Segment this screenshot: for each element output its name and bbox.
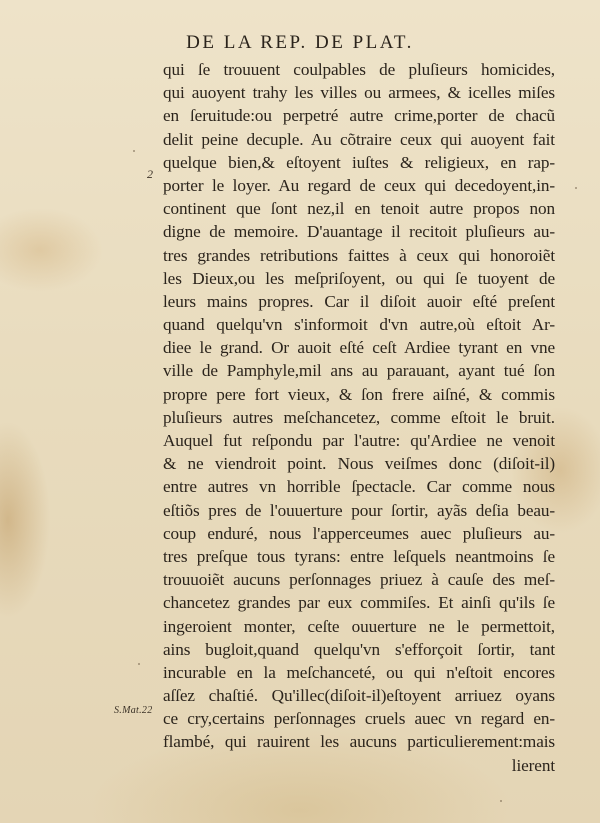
text-line: & ne viendroit point. Nous veiſmes donc (diſoit-il) bbox=[163, 454, 555, 474]
ink-speck bbox=[575, 187, 577, 189]
text-line: quelque bien,& eſtoyent iuſtes & religieux, en rap- bbox=[163, 152, 555, 172]
body-text bbox=[163, 58, 555, 777]
text-line: chancetez grandes par eux commiſes. Et ainſi qu'ils ſe bbox=[163, 593, 555, 613]
text-line: pluſieurs autres meſchancetez, comme eſtoit le bruit. bbox=[163, 407, 555, 427]
text-line: incurable en la meſchanceté, ou qui n'eſtoit encores bbox=[163, 662, 555, 682]
margin-note-number: 2 bbox=[147, 167, 153, 181]
ink-speck bbox=[133, 150, 135, 152]
margin-note-reference: S.Mat.22 bbox=[114, 705, 153, 716]
text-line: digne de memoire. D'auantage il recitoit pluſieurs au- bbox=[163, 222, 555, 242]
text-line: Auquel fut reſpondu par l'autre: qu'Ardiee ne venoit bbox=[163, 431, 555, 450]
text-line: ce cry,certains perſonnages cruels auec vn regard en- bbox=[163, 709, 555, 729]
text-line: delit peine decuple. Au cõtraire ceux qui auoyent fait bbox=[163, 129, 555, 149]
text-line: porter le loyer. Au regard de ceux qui decedoyent,in- bbox=[163, 175, 555, 195]
text-line: flambé, qui rauirent les aucuns particulierement:mais bbox=[163, 732, 555, 752]
text-line: entre autres vn horrible ſpectacle. Car comme nous bbox=[163, 477, 555, 497]
text-line: tres preſque tous tyrans: entre leſquels neantmoins ſe bbox=[163, 546, 555, 566]
text-line: leurs mains propres. Car il diſoit auoir eſté preſent bbox=[163, 291, 555, 311]
text-line: continent que ſont nez,il en tenoit autre propos non bbox=[163, 199, 555, 219]
text-line: qui auoyent trahy les villes ou armees, & icelles miſes bbox=[163, 83, 555, 103]
text-line: les Dieux,ou les meſpriſoyent, ou qui ſe tuoyent de bbox=[163, 268, 555, 288]
text-line: ingeroient monter, ceſte ouuerture ne le permettoit, bbox=[163, 616, 555, 636]
text-line: trouuoiẽt aucuns perſonnages priuez à cauſe des meſ- bbox=[163, 570, 555, 590]
text-line: ville de Pamphyle,mil ans au parauant, ayant tué ſon bbox=[163, 361, 555, 381]
text-line: quand quelqu'vn s'informoit d'vn autre,où eſtoit Ar- bbox=[163, 315, 555, 335]
text-line: en ſeruitude:ou perpetré autre crime,porter de chacũ bbox=[163, 106, 555, 126]
catchword: lierent bbox=[511, 755, 555, 775]
text-line: propre pere fort vieux, & ſon frere aiſné, & commis bbox=[163, 384, 555, 404]
text-line: qui ſe trouuent coulpables de pluſieurs homicides, bbox=[163, 60, 555, 79]
ink-speck bbox=[500, 800, 502, 802]
text-line: coup enduré, nous l'apperceumes auec pluſieurs au- bbox=[163, 523, 555, 543]
text-line: aſſez chaſtié. Qu'illec(diſoit-il)eſtoyent arriuez oyans bbox=[163, 686, 555, 706]
text-line: diee le grand. Or auoit eſté ceſt Ardiee tyrant en vne bbox=[163, 338, 555, 358]
text-line: eſtiõs pres de l'ouuerture pour ſortir, ayãs deſia beau- bbox=[163, 500, 555, 520]
text-line: tres grandes retributions faittes à ceux qui honoroiẽt bbox=[163, 245, 555, 265]
text-line: ains bugloit,quand quelqu'vn s'efforçoit ſortir, tant bbox=[163, 639, 555, 659]
ink-speck bbox=[138, 663, 140, 665]
running-head: DE LA REP. DE PLAT. bbox=[186, 32, 414, 53]
